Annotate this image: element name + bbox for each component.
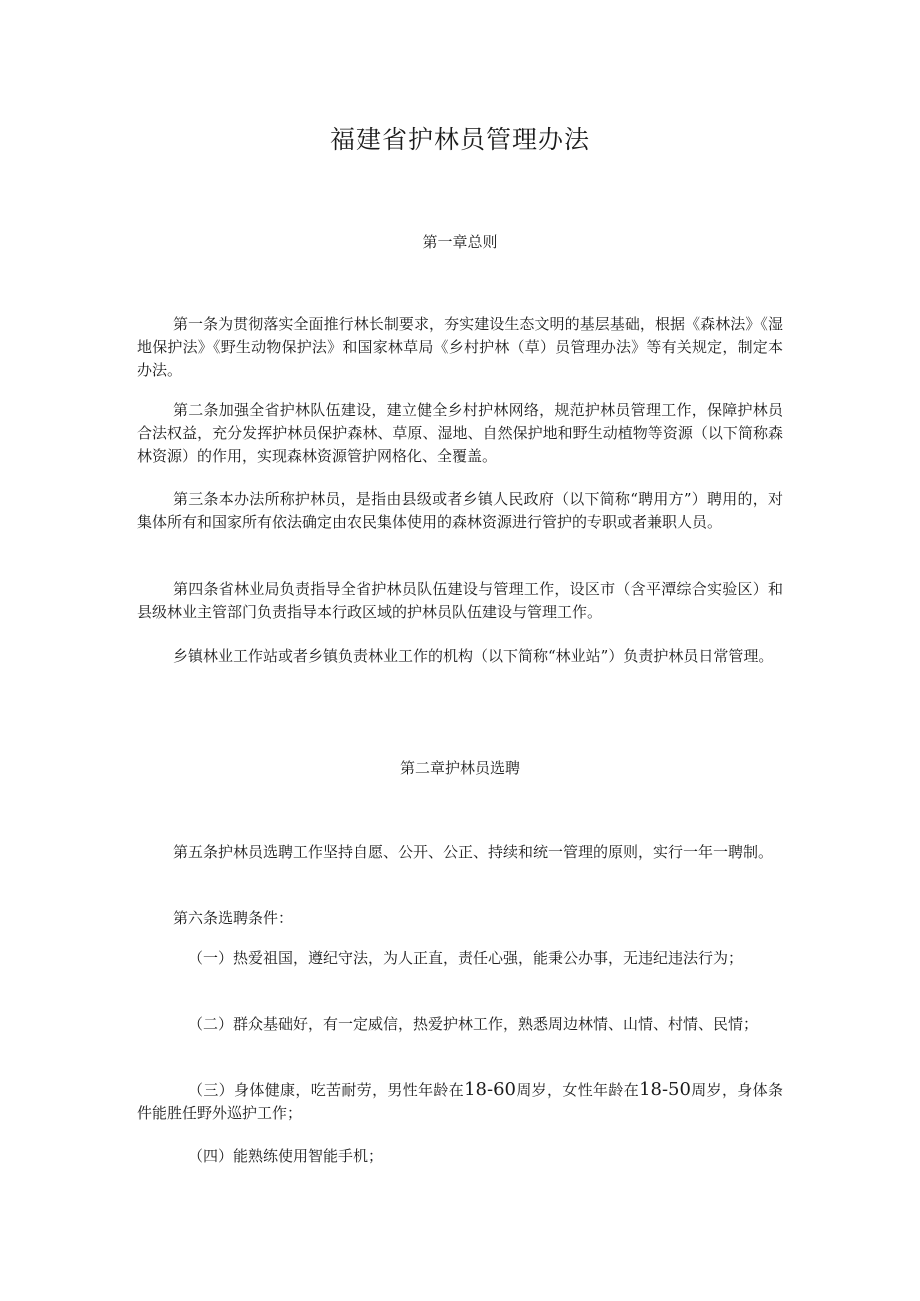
article-1: 第一条为贯彻落实全面推行林长制要求，夯实建设生态文明的基层基础，根据《森林法》《湿地保护法》《野生动物保护法》和国家林草局《乡村护林（草）员管理办法》等有关规定，制定本办法。 [137,315,783,379]
male-age-range: 18-60 [464,1079,516,1100]
condition-item-3 [137,1078,783,1125]
condition-item-4: （四）能熟练使用智能手机； [188,1147,384,1165]
female-age-range: 18-50 [639,1079,691,1100]
condition-item-3-text-a: （三）身体健康，吃苦耐劳，男性年龄在 [188,1081,465,1099]
chapter-1-heading: 第一章总则 [422,233,498,251]
condition-item-3-text-c: 周岁，身体条件能胜任野外巡护工作； [137,1081,783,1122]
condition-item-1: （一）热爱祖国，遵纪守法，为人正直，责任心强，能秉公办事，无违纪违法行为； [188,949,744,967]
forestry-station-paragraph: 乡镇林业工作站或者乡镇负责林业工作的机构（以下简称“林业站”）负责护林员日常管理。 [173,647,774,665]
article-5: 第五条护林员选聘工作坚持自愿、公开、公正、持续和统一管理的原则，实行一年一聘制。 [173,843,774,861]
article-2: 第二条加强全省护林队伍建设，建立健全乡村护林网络，规范护林员管理工作，保障护林员合法权益，充分发挥护林员保护森林、草原、湿地、自然保护地和野生动植物等资源（以下简称森林资源）的作用，实现森林资源管护网格化、全覆盖。 [137,401,783,465]
chapter-2-heading: 第二章护林员选聘 [399,759,520,777]
article-3: 第三条本办法所称护林员，是指由县级或者乡镇人民政府（以下简称“聘用方”）聘用的，对集体所有和国家所有依法确定由农民集体使用的森林资源进行管护的专职或者兼职人员。 [137,490,783,531]
condition-item-2: （二）群众基础好，有一定威信，热爱护林工作，熟悉周边林情、山情、村情、民情； [188,1015,759,1033]
article-4: 第四条省林业局负责指导全省护林员队伍建设与管理工作，设区市（含平潭综合实验区）和县级林业主管部门负责指导本行政区域的护林员队伍建设与管理工作。 [137,580,783,621]
document-title: 福建省护林员管理办法 [329,125,590,154]
condition-item-3-text-b: 周岁，女性年龄在 [516,1081,640,1099]
article-6: 第六条选聘条件： [173,909,294,927]
